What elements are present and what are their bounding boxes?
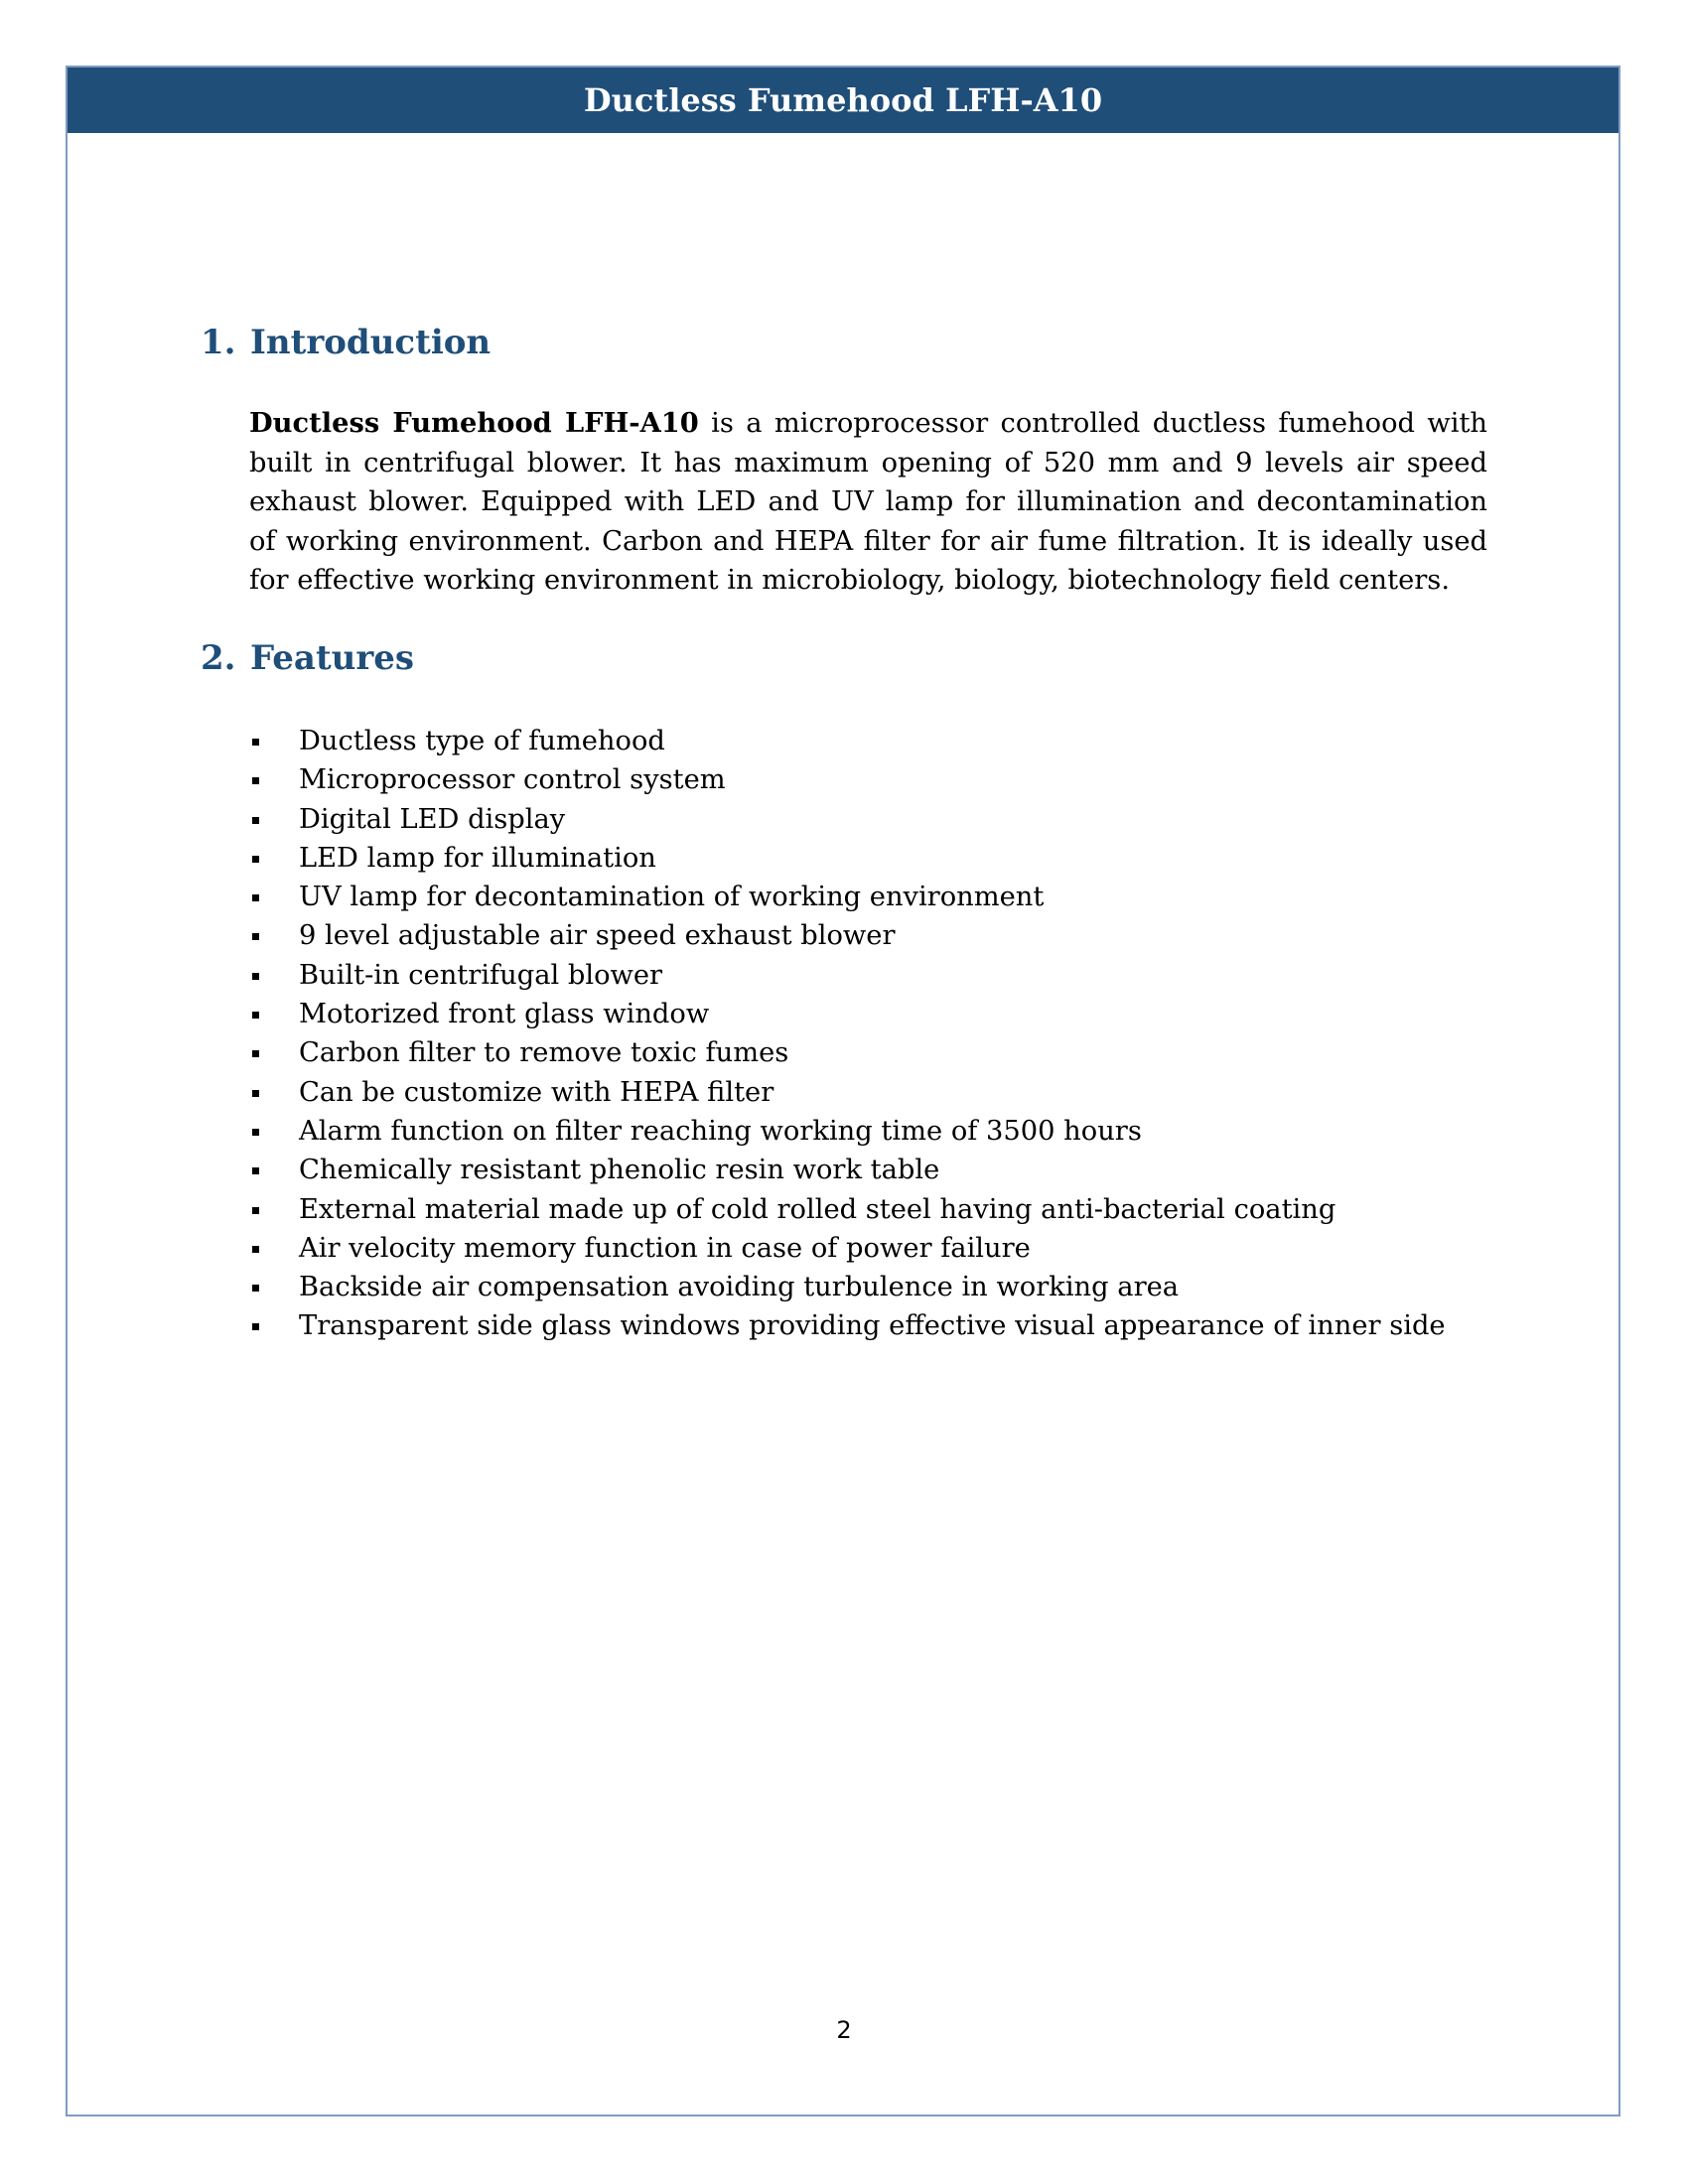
list-item: [249, 839, 1446, 878]
list-item: [249, 1112, 1446, 1151]
document-title-bar: [68, 68, 1618, 133]
square-bullet-icon: [252, 817, 259, 824]
features-list: [249, 722, 1446, 1346]
feature-text: Digital LED display: [299, 803, 566, 835]
feature-text: Motorized front glass window: [299, 999, 710, 1030]
square-bullet-icon: [252, 1090, 259, 1097]
section-heading-introduction: [201, 323, 491, 362]
list-item: [249, 760, 1446, 799]
square-bullet-icon: [252, 1050, 259, 1057]
square-bullet-icon: [252, 933, 259, 940]
feature-text: External material made up of cold rolled steel having anti-bacterial coating: [299, 1193, 1336, 1225]
square-bullet-icon: [252, 1012, 259, 1019]
square-bullet-icon: [252, 856, 259, 863]
square-bullet-icon: [252, 1323, 259, 1330]
section-heading-features: [201, 638, 414, 678]
square-bullet-icon: [252, 894, 259, 901]
section-title: Introduction: [250, 323, 492, 362]
square-bullet-icon: [252, 1167, 259, 1174]
list-item: [249, 1229, 1446, 1268]
list-item: [249, 1268, 1446, 1306]
section-number: 1.: [201, 323, 236, 362]
intro-line: built in centrifugal blower. It has maximum opening of 520 mm and 9 levels air speed: [249, 447, 1487, 478]
page-number: 2: [836, 2016, 852, 2044]
square-bullet-icon: [252, 1129, 259, 1136]
list-item: [249, 1306, 1446, 1345]
square-bullet-icon: [252, 973, 259, 980]
list-item: [249, 956, 1446, 995]
list-item: [249, 1190, 1446, 1229]
square-bullet-icon: [252, 1246, 259, 1253]
feature-text: Alarm function on filter reaching working time of 3500 hours: [299, 1115, 1142, 1147]
list-item: [249, 1033, 1446, 1072]
list-item: [249, 878, 1446, 916]
list-item: [249, 1151, 1446, 1189]
square-bullet-icon: [252, 1207, 259, 1214]
feature-text: Chemically resistant phenolic resin work table: [299, 1155, 940, 1186]
intro-line-text: is a microprocessor controlled ductless fumehood with: [698, 408, 1487, 439]
feature-text: Ductless type of fumehood: [299, 726, 665, 756]
feature-text: Carbon filter to remove toxic fumes: [299, 1037, 789, 1069]
feature-text: Can be customize with HEPA filter: [299, 1076, 774, 1108]
section-title: Features: [250, 638, 415, 678]
square-bullet-icon: [252, 1285, 259, 1292]
list-item: [249, 722, 1446, 760]
document-title: Ductless Fumehood LFH-A10: [583, 81, 1103, 119]
intro-line: of working environment. Carbon and HEPA filter for air fume filtration. It is ideally used: [249, 525, 1487, 557]
list-item: [249, 800, 1446, 839]
section-number: 2.: [201, 638, 236, 678]
square-bullet-icon: [252, 777, 259, 784]
feature-text: 9 level adjustable air speed exhaust blower: [299, 920, 896, 952]
feature-text: Transparent side glass windows providing effective visual appearance of inner side: [299, 1310, 1446, 1342]
feature-text: Backside air compensation avoiding turbulence in working area: [299, 1272, 1180, 1303]
list-item: [249, 916, 1446, 955]
feature-text: UV lamp for decontamination of working environment: [299, 882, 1045, 913]
list-item: [249, 1073, 1446, 1112]
feature-text: Microprocessor control system: [299, 764, 726, 796]
list-item: [249, 995, 1446, 1033]
product-name: Ductless Fumehood LFH-A10: [249, 407, 699, 439]
intro-line: [249, 404, 1487, 444]
feature-text: LED lamp for illumination: [299, 842, 656, 874]
square-bullet-icon: [252, 739, 259, 746]
introduction-paragraph: [249, 404, 1487, 601]
intro-line: for effective working environment in microbiology, biology, biotechnology field centers.: [249, 565, 1450, 597]
feature-text: Air velocity memory function in case of power failure: [299, 1232, 1031, 1264]
intro-line: exhaust blower. Equipped with LED and UV lamp for illumination and decontamination: [249, 486, 1487, 518]
feature-text: Built-in centrifugal blower: [299, 959, 663, 991]
